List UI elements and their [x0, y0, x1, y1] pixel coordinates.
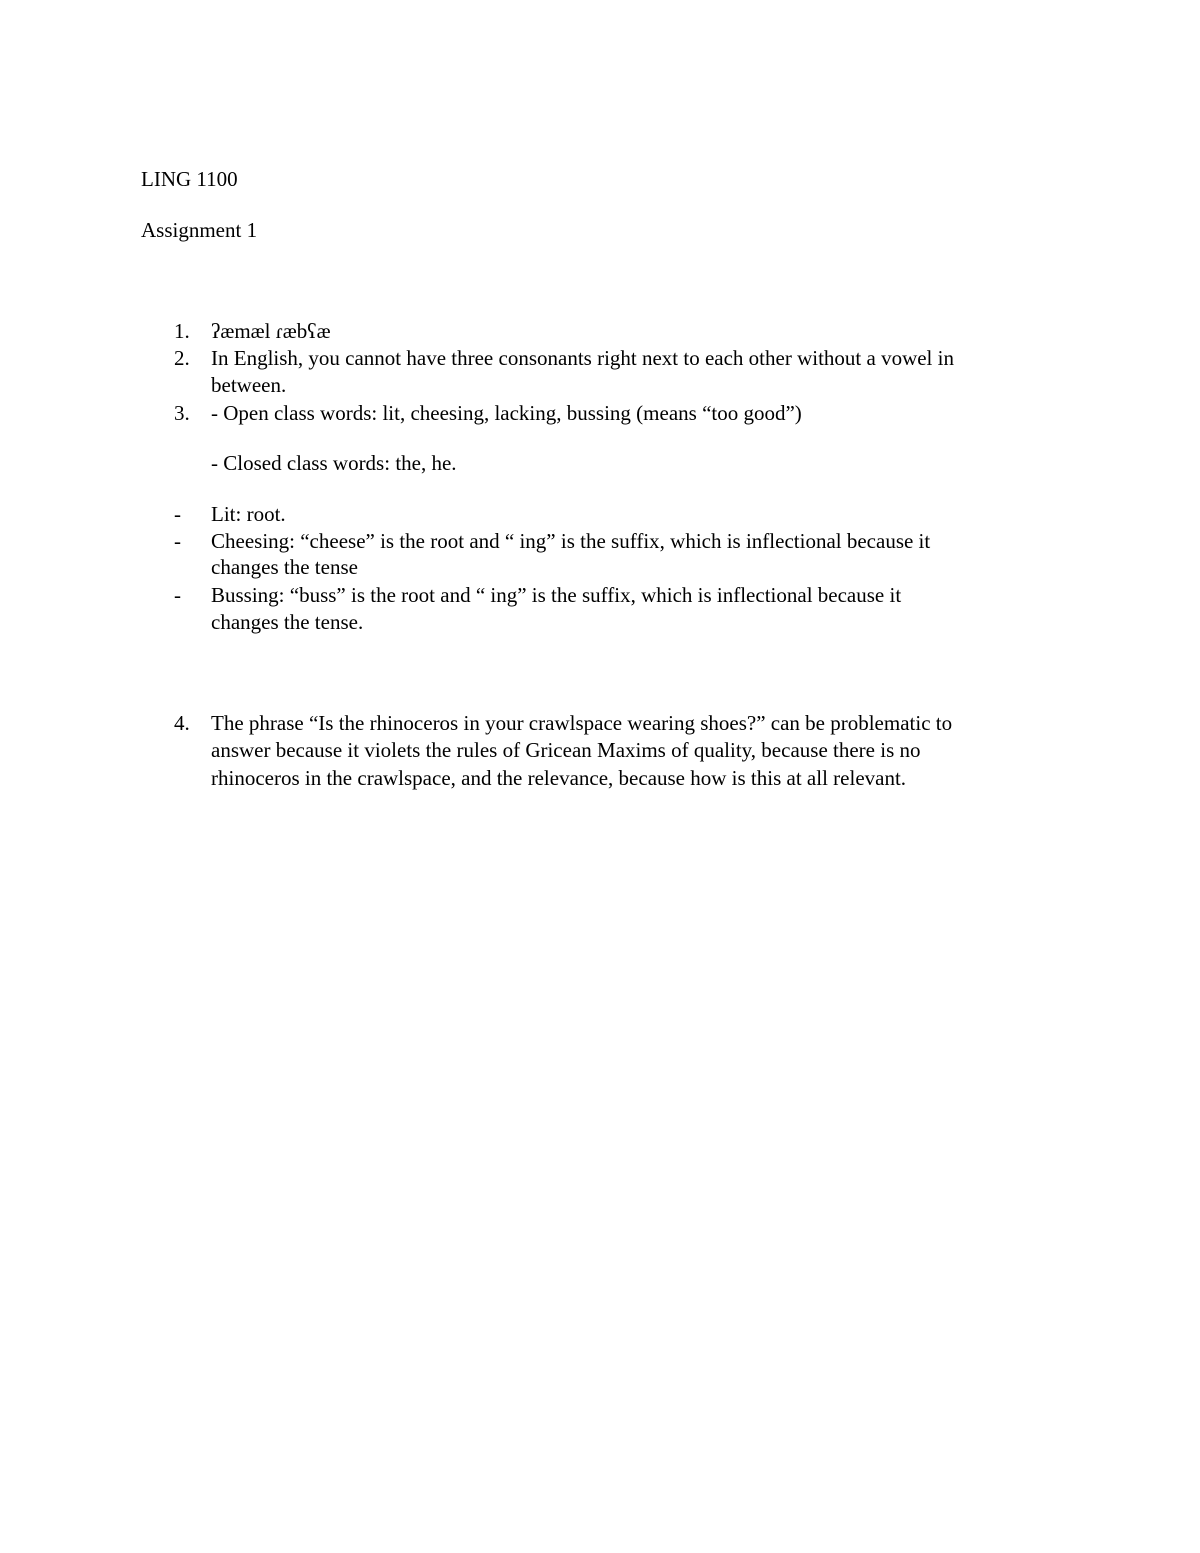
dash-marker-lit: -	[174, 502, 181, 526]
answer-2-line-1: In English, you cannot have three consonants right next to each other without a vowel in	[211, 346, 954, 370]
answer-4-line-2: answer because it violets the rules of Gricean Maxims of quality, because there is no	[211, 738, 921, 762]
dash-marker-cheesing: -	[174, 529, 181, 553]
cheesing-analysis-line-2: changes the tense	[211, 555, 358, 579]
answer-3-open-class: - Open class words: lit, cheesing, lacking, bussing (means “too good”)	[211, 401, 802, 425]
cheesing-analysis-line-1: Cheesing: “cheese” is the root and “ ing” is the suffix, which is inflectional because it	[211, 529, 931, 553]
list-marker-4: 4.	[174, 711, 190, 735]
bussing-analysis-line-2: changes the tense.	[211, 610, 364, 634]
bussing-analysis-line-1: Bussing: “buss” is the root and “ ing” is the suffix, which is inflectional because it	[211, 583, 902, 607]
answer-1-transcription: ʔæmæl ɾæbʕæ	[211, 319, 331, 343]
answer-2-line-2: between.	[211, 373, 287, 397]
list-marker-3: 3.	[174, 401, 190, 425]
answer-3-closed-class: - Closed class words: the, he.	[211, 451, 457, 475]
list-marker-2: 2.	[174, 346, 190, 370]
assignment-title: Assignment 1	[141, 218, 258, 242]
lit-analysis: Lit: root.	[211, 502, 286, 526]
answer-4-line-3: rhinoceros in the crawlspace, and the relevance, because how is this at all relevant.	[211, 766, 907, 790]
list-marker-1: 1.	[174, 319, 190, 343]
dash-marker-bussing: -	[174, 583, 181, 607]
course-title: LING 1100	[141, 167, 238, 191]
answer-4-line-1: The phrase “Is the rhinoceros in your crawlspace wearing shoes?” can be problematic to	[211, 711, 953, 735]
